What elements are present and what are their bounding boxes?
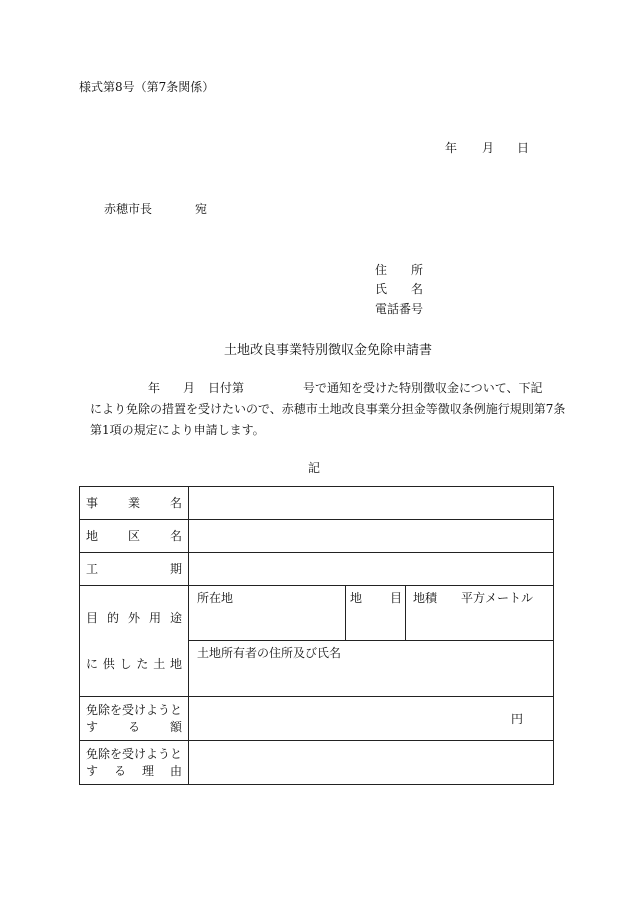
row-project xyxy=(80,487,554,520)
land-category-cell[interactable]: 地 目 xyxy=(346,586,406,641)
date-day: 日 xyxy=(517,141,530,155)
location-cell[interactable] xyxy=(189,586,346,641)
exemption-reason-label: 免除を受けようと す る 理 由 xyxy=(80,741,189,785)
records-table xyxy=(79,486,554,785)
district-name-label: 地 区 名 xyxy=(80,520,189,553)
row-amount xyxy=(80,697,554,741)
area-label: 地積 xyxy=(413,591,438,605)
construction-period-field[interactable] xyxy=(189,553,554,586)
date-month: 月 xyxy=(482,141,495,155)
row-land-top xyxy=(80,586,554,641)
body-year: 年 xyxy=(148,381,161,395)
document-title: 土地改良事業特別徴収金免除申請書 xyxy=(224,343,433,358)
date-line xyxy=(445,141,529,155)
area-unit: 平方メートル xyxy=(461,591,534,605)
body-line-2: により免除の措置を受けたいので、赤穂市土地改良事業分担金等徴収条例施行規則第7条 xyxy=(90,402,566,416)
area-cell[interactable] xyxy=(406,586,554,641)
form-number: 様式第8号（第7条関係） xyxy=(79,80,215,94)
applicant-name-label: 氏 名 xyxy=(375,282,424,296)
land-purpose-label: 目 的 外 用 途 に 供 し た 土 地 xyxy=(80,586,189,697)
body-rest: 号で通知を受けた特別徴収金について、下記 xyxy=(303,381,543,395)
construction-period-label: 工 期 xyxy=(80,553,189,586)
exemption-amount-field[interactable] xyxy=(189,697,554,741)
ki-marker: 記 xyxy=(308,461,321,475)
applicant-address-label: 住 所 xyxy=(375,263,424,277)
exemption-amount-label: 免除を受けようと す る 額 xyxy=(80,697,189,741)
owner-cell[interactable] xyxy=(189,641,554,697)
exemption-reason-field[interactable] xyxy=(189,741,554,785)
addressee xyxy=(104,202,207,216)
owner-label: 土地所有者の住所及び氏名 xyxy=(197,646,342,660)
body-line-1 xyxy=(90,381,552,395)
addressee-suffix: 宛 xyxy=(195,202,208,216)
date-year: 年 xyxy=(445,141,458,155)
addressee-name: 赤穂市長 xyxy=(104,202,153,216)
applicant-phone-label: 電話番号 xyxy=(375,302,424,316)
row-period xyxy=(80,553,554,586)
location-label: 所在地 xyxy=(197,591,234,605)
yen-unit: 円 xyxy=(511,711,524,726)
body-date-no: 日付第 xyxy=(208,381,245,395)
project-name-field[interactable] xyxy=(189,487,554,520)
row-district xyxy=(80,520,554,553)
body-line-3: 第1項の規定により申請します。 xyxy=(90,423,265,437)
district-name-field[interactable] xyxy=(189,520,554,553)
row-reason xyxy=(80,741,554,785)
project-name-label: 事 業 名 xyxy=(80,487,189,520)
body-month: 月 xyxy=(183,381,196,395)
